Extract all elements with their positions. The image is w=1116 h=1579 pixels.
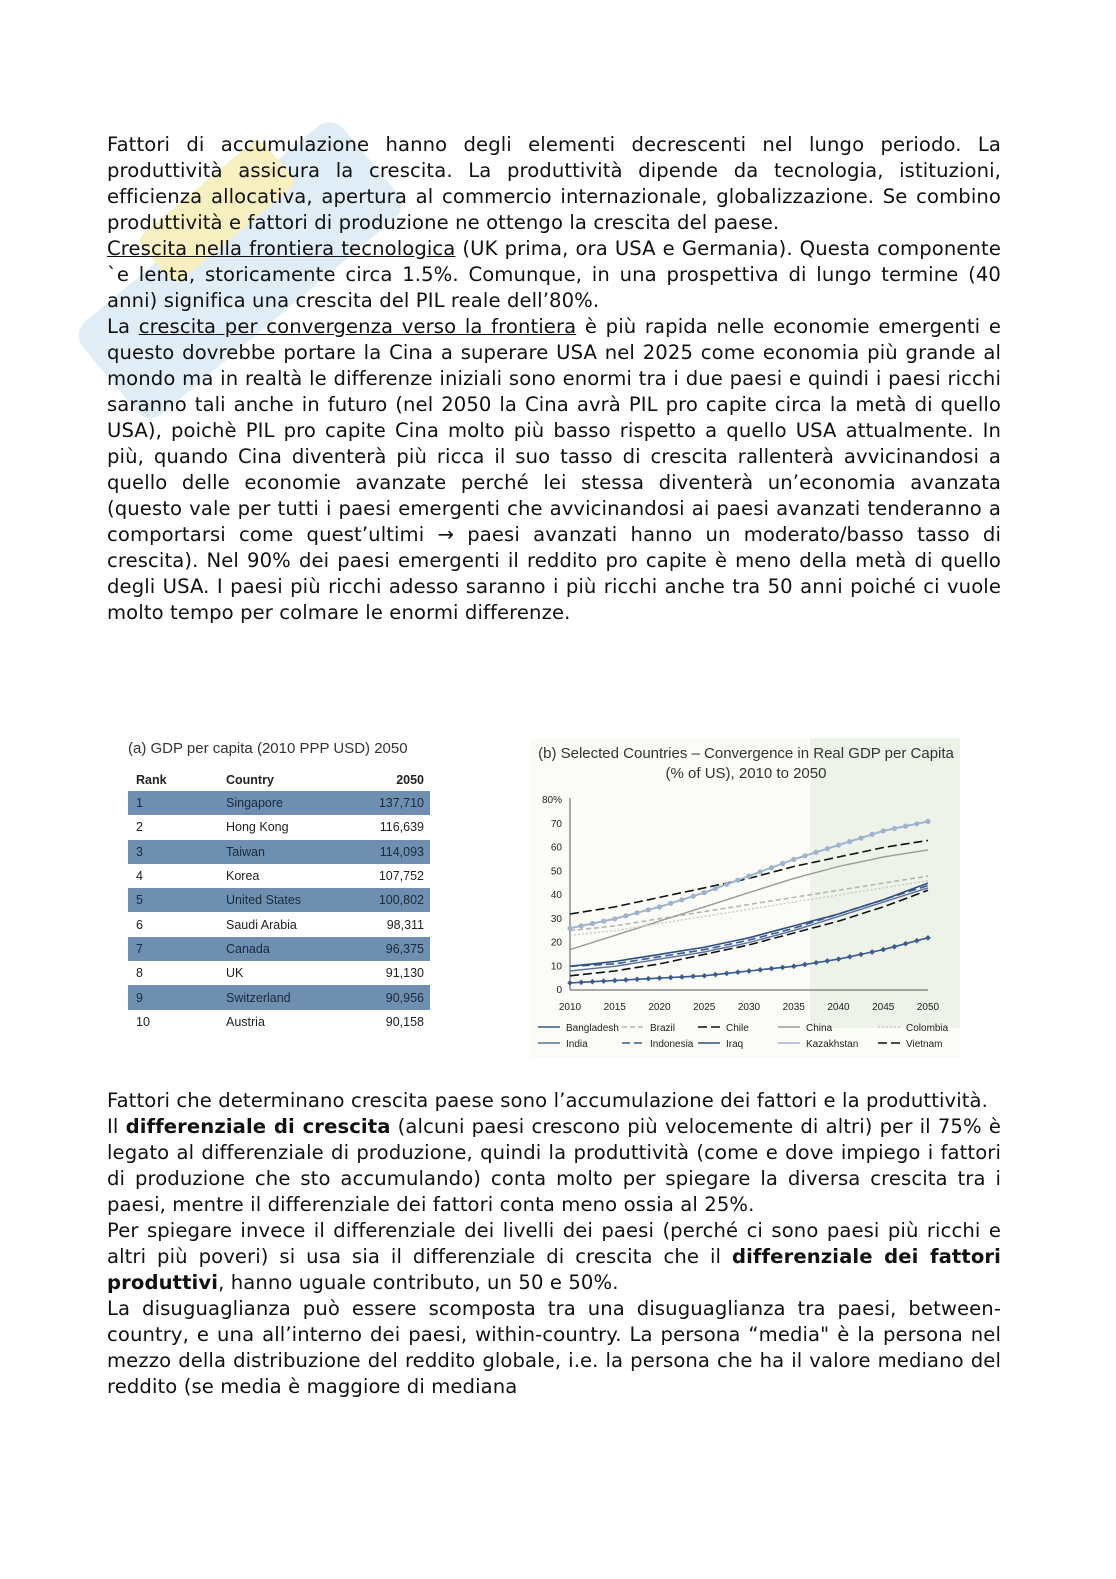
legend-label: Vietnam [906,1039,943,1050]
y-tick-label: 50 [550,866,562,878]
legend-label: Chile [726,1023,749,1034]
bold-term-factor-differential: differenziale dei fattori produttivi [107,1245,1001,1294]
table-row [128,840,430,864]
data-point-kazakhstan [702,890,707,895]
data-point-kazakhstan [657,904,662,909]
data-point-kazakhstan [601,919,606,924]
cell-country: Austria [226,1014,265,1029]
cell-value: 114,093 [347,840,430,864]
x-tick-label: 2010 [558,1002,582,1013]
table-row [128,937,430,961]
cell-rank: 4 [136,869,143,884]
x-tick-label: 2015 [603,1002,626,1013]
growth-diff-pre: Il [107,1115,126,1138]
arrow-icon: → [437,523,455,546]
data-point-kazakhstan [892,826,897,831]
y-tick-label: 20 [550,937,562,949]
paragraph-convergence [107,314,1001,626]
data-point-kazakhstan [713,886,718,891]
data-point-kazakhstan [925,819,930,824]
legend-label: Iraq [726,1039,744,1050]
data-point-kazakhstan [847,839,852,844]
data-point-kazakhstan [914,821,919,826]
table-row [128,1010,430,1034]
data-point-kazakhstan [579,923,584,928]
cell-value: 91,130 [385,966,424,981]
paragraph-frontier [107,236,1001,314]
cell-value: 137,710 [347,791,430,815]
data-point-kazakhstan [881,828,886,833]
data-point-kazakhstan [769,865,774,870]
cell-value: 116,639 [379,820,424,835]
underlined-term-convergence: crescita per convergenza verso la frontiera [138,315,577,338]
paragraph-convergence-text: è più rapida nelle economie emergenti e questo dovrebbe portare la Cina a superare USA nel 2025 come economia più grande al mondo ma in realtà le differenze iniziali sono enormi tra i due paesi e quindi i paesi ricchi saranno tali anche in futuro (nel 2050 la Cina avrà PIL pro capite circa la metà di quello USA), poichè PIL pro capite Cina molto più basso rispetto a quello USA attualmente. In più, quando Cina diventerà più ricca il suo tasso di crescita rallenterà avvicinandosi a quello delle economie avanzate perché lei stessa diventerà un’economia avanzata (questo vale per tutti i paesi emergenti che avvicinandosi ai paesi avanzati tenderanno a comportarsi come quest’ultimi [107,315,1002,546]
cell-rank: 3 [128,840,226,864]
paragraph-level-differential [107,1218,1001,1296]
cell-rank: 7 [128,937,226,961]
cell-country: Taiwan [226,840,347,864]
x-tick-label: 2025 [693,1002,716,1013]
data-point-kazakhstan [780,861,785,866]
data-point-kazakhstan [870,832,875,837]
legend-label: Kazakhstan [806,1039,859,1050]
cell-country: Switzerland [226,985,347,1009]
bold-term-growth-differential: differenziale di crescita [125,1115,391,1138]
table-row [128,815,430,839]
legend-label: Brazil [650,1023,676,1034]
y-tick-label: 0 [556,985,562,996]
x-tick-label: 2045 [872,1002,895,1013]
cell-country: Singapore [226,791,347,815]
legend-label: Indonesia [650,1039,694,1050]
cell-rank: 10 [136,1014,150,1029]
gdp-table-figure [128,740,433,1050]
data-point-kazakhstan [791,857,796,862]
growth-diff-text: (alcuni paesi crescono più velocemente di altri) per il 75% è legato al differenziale di produzione, quindi la produttività (come e dove impiego i fattori di produzione che sto accumulando) conta molto per spiegare la diversa crescita tra i paesi, mentre il differenziale dei fattori conta meno ossia al 25%. [107,1115,1001,1216]
data-point-kazakhstan [836,843,841,848]
y-tick-label: 60 [550,842,562,854]
data-point-kazakhstan [825,846,830,851]
cell-value: 90,956 [347,985,430,1009]
cell-country: Saudi Arabia [226,917,297,932]
underlined-term-frontier: Crescita nella frontiera tecnologica [107,237,456,260]
y-tick-label: 10 [550,961,562,973]
cell-value: 107,752 [378,869,424,884]
data-point-kazakhstan [691,894,696,899]
cell-rank: 5 [128,888,226,912]
body-text-top [107,132,1001,626]
gdp-table [128,769,430,1034]
data-point-kazakhstan [635,910,640,915]
table-row [128,864,430,888]
paragraph-convergence-end: paesi avanzati hanno un moderato/basso tasso di crescita). Nel 90% dei paesi emergenti il reddito pro capite è meno della metà di quello degli USA. I paesi più ricchi adesso saranno i più ricchi anche tra 50 anni poiché ci vuole molto tempo per colmare le enormi differenze. [107,523,1001,624]
cell-rank: 8 [136,966,143,981]
paragraph-inequality: La disuguaglianza può essere scomposta tra una disuguaglianza tra paesi, between-country, e una all’interno dei paesi, within-country. La persona “media" è la persona nel mezzo della distribuzione del reddito globale, i.e. la persona che ha il valore mediano del reddito (se media è maggiore di mediana [107,1297,1001,1398]
legend-label: India [566,1039,588,1050]
chart-title: (b) Selected Countries – Convergence in Real GDP per Capita (% of US), 2010 to 2050 [538,745,954,782]
cell-rank: 6 [136,917,143,932]
cell-value: 100,802 [347,888,430,912]
level-diff-pre: Per spiegare invece il differenziale dei livelli dei paesi (perché ci sono paesi più ricchi e altri più poveri) si usa sia il differenziale di crescita che il [107,1219,1001,1268]
y-tick-label: 80% [541,795,562,806]
legend-label: Colombia [906,1023,949,1034]
table-row [128,888,430,912]
x-tick-label: 2040 [827,1002,850,1013]
paragraph-accumulation: Fattori di accumulazione hanno degli elementi decrescenti nel lungo periodo. La produttività assicura la crescita. La produttività dipende da tecnologia, istituzioni, efficienza allocativa, apertura al commercio internazionale, globalizzazione. Se combino produttività e fattori di produzione ne ottengo la crescita del paese. [107,133,1001,234]
data-point-kazakhstan [858,835,863,840]
body-text-bottom [107,1088,1001,1400]
cell-value: 98,311 [386,917,424,932]
data-point-kazakhstan [590,921,595,926]
cell-value: 90,158 [385,1014,424,1029]
data-point-kazakhstan [746,873,751,878]
data-point-kazakhstan [646,907,651,912]
cell-country: Canada [226,937,347,961]
level-diff-text: , hanno uguale contributo, un 50 e 50%. [218,1271,619,1294]
x-tick-label: 2050 [916,1002,940,1013]
x-tick-label: 2030 [737,1002,761,1013]
x-tick-label: 2020 [648,1002,671,1013]
data-point-kazakhstan [567,926,572,931]
data-point-kazakhstan [623,913,628,918]
cell-rank: 2 [136,820,143,835]
legend-label: Bangladesh [566,1023,619,1034]
data-point-kazakhstan [735,878,740,883]
y-tick-label: 40 [550,890,562,901]
table-title: (a) GDP per capita (2010 PPP USD) 2050 [128,740,408,757]
cell-rank: 9 [128,985,226,1009]
data-point-kazakhstan [724,882,729,887]
cell-value: 96,375 [347,937,430,961]
header-rank: Rank [136,773,167,787]
data-point-kazakhstan [679,897,684,902]
cell-country: Korea [226,869,260,884]
paragraph-frontier-text: (UK prima, ora USA e Germania). Questa componente `e lenta, storicamente circa 1.5%. Comunque, in una prospettiva di lungo termine (40 anni) significa una crescita del PIL reale dell’80%. [107,237,1001,312]
table-row [128,791,430,815]
cell-rank: 1 [128,791,226,815]
data-point-kazakhstan [802,853,807,858]
paragraph-convergence-pre: La [107,315,139,338]
header-country: Country [226,773,274,787]
x-tick-label: 2035 [782,1002,805,1013]
cell-country: UK [226,966,244,981]
data-point-kazakhstan [612,916,617,921]
cell-country: United States [226,888,347,912]
table-row [128,961,430,985]
table-row [128,912,430,936]
data-point-kazakhstan [668,901,673,906]
data-point-kazakhstan [758,869,763,874]
cell-country: Hong Kong [226,820,289,835]
y-tick-label: 70 [550,818,562,830]
legend-label: China [806,1023,833,1034]
data-point-kazakhstan [903,824,908,829]
paragraph-growth-differential [107,1114,1001,1218]
convergence-chart [530,738,960,1058]
table-row [128,985,430,1009]
y-tick-label: 30 [550,913,562,925]
convergence-chart-figure [530,738,960,1058]
header-2050: 2050 [396,773,424,787]
data-point-kazakhstan [814,850,819,855]
paragraph-factors: Fattori che determinano crescita paese sono l’accumulazione dei fattori e la produttività. [107,1089,988,1112]
